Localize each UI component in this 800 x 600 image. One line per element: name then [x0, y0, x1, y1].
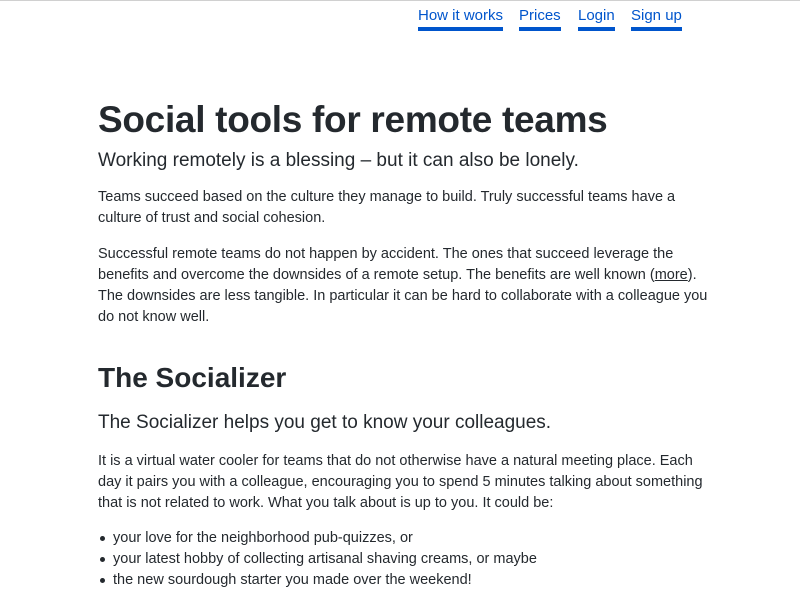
list-item: [98, 570, 708, 591]
list-item-text: the new sourdough starter you made over the weekend!: [113, 572, 472, 588]
more-link[interactable]: more: [654, 267, 688, 283]
intro-paragraph-text-end: ). The downsides are less tangible. In particular it can be hard to collaborate with a colleague you do not know well.: [98, 267, 708, 325]
list-item-text: your love for the neighborhood pub-quizzes, or: [113, 530, 413, 546]
bullet-icon: [100, 578, 105, 583]
socializer-description: It is a virtual water cooler for teams that do not otherwise have a natural meeting place. Each day it pairs you with a colleague, encouraging you to spend 5 minutes talking about something that is not related to work. What you talk about is up to you. It could be:: [98, 453, 703, 511]
list-item-text: your latest hobby of collecting artisanal shaving creams, or maybe: [113, 551, 537, 567]
section-title-socializer: The Socializer: [98, 362, 287, 393]
conversation-ideas-list: [98, 528, 708, 591]
intro-paragraph-text-start: Successful remote teams do not happen by accident. The ones that succeed leverage the benefits and overcome the downsides of a remote setup. The benefits are well known (: [98, 246, 674, 283]
section-subtitle-socializer: The Socializer helps you get to know your colleagues.: [98, 412, 552, 433]
nav-link-prices[interactable]: Prices: [519, 7, 561, 31]
list-item: [98, 528, 708, 549]
page-title: Social tools for remote teams: [98, 99, 608, 140]
list-item: [98, 549, 708, 570]
bullet-icon: [100, 536, 105, 541]
intro-paragraph-culture: Teams succeed based on the culture they manage to build. Truly successful teams have a culture of trust and social cohesion.: [98, 189, 676, 226]
intro-paragraph-remote-teams: [98, 244, 708, 328]
bullet-icon: [100, 557, 105, 562]
nav-link-login[interactable]: Login: [578, 7, 615, 31]
page-subtitle: Working remotely is a blessing – but it can also be lonely.: [98, 150, 579, 171]
nav-link-how-it-works[interactable]: How it works: [418, 7, 503, 31]
nav-link-sign-up[interactable]: Sign up: [631, 7, 682, 31]
